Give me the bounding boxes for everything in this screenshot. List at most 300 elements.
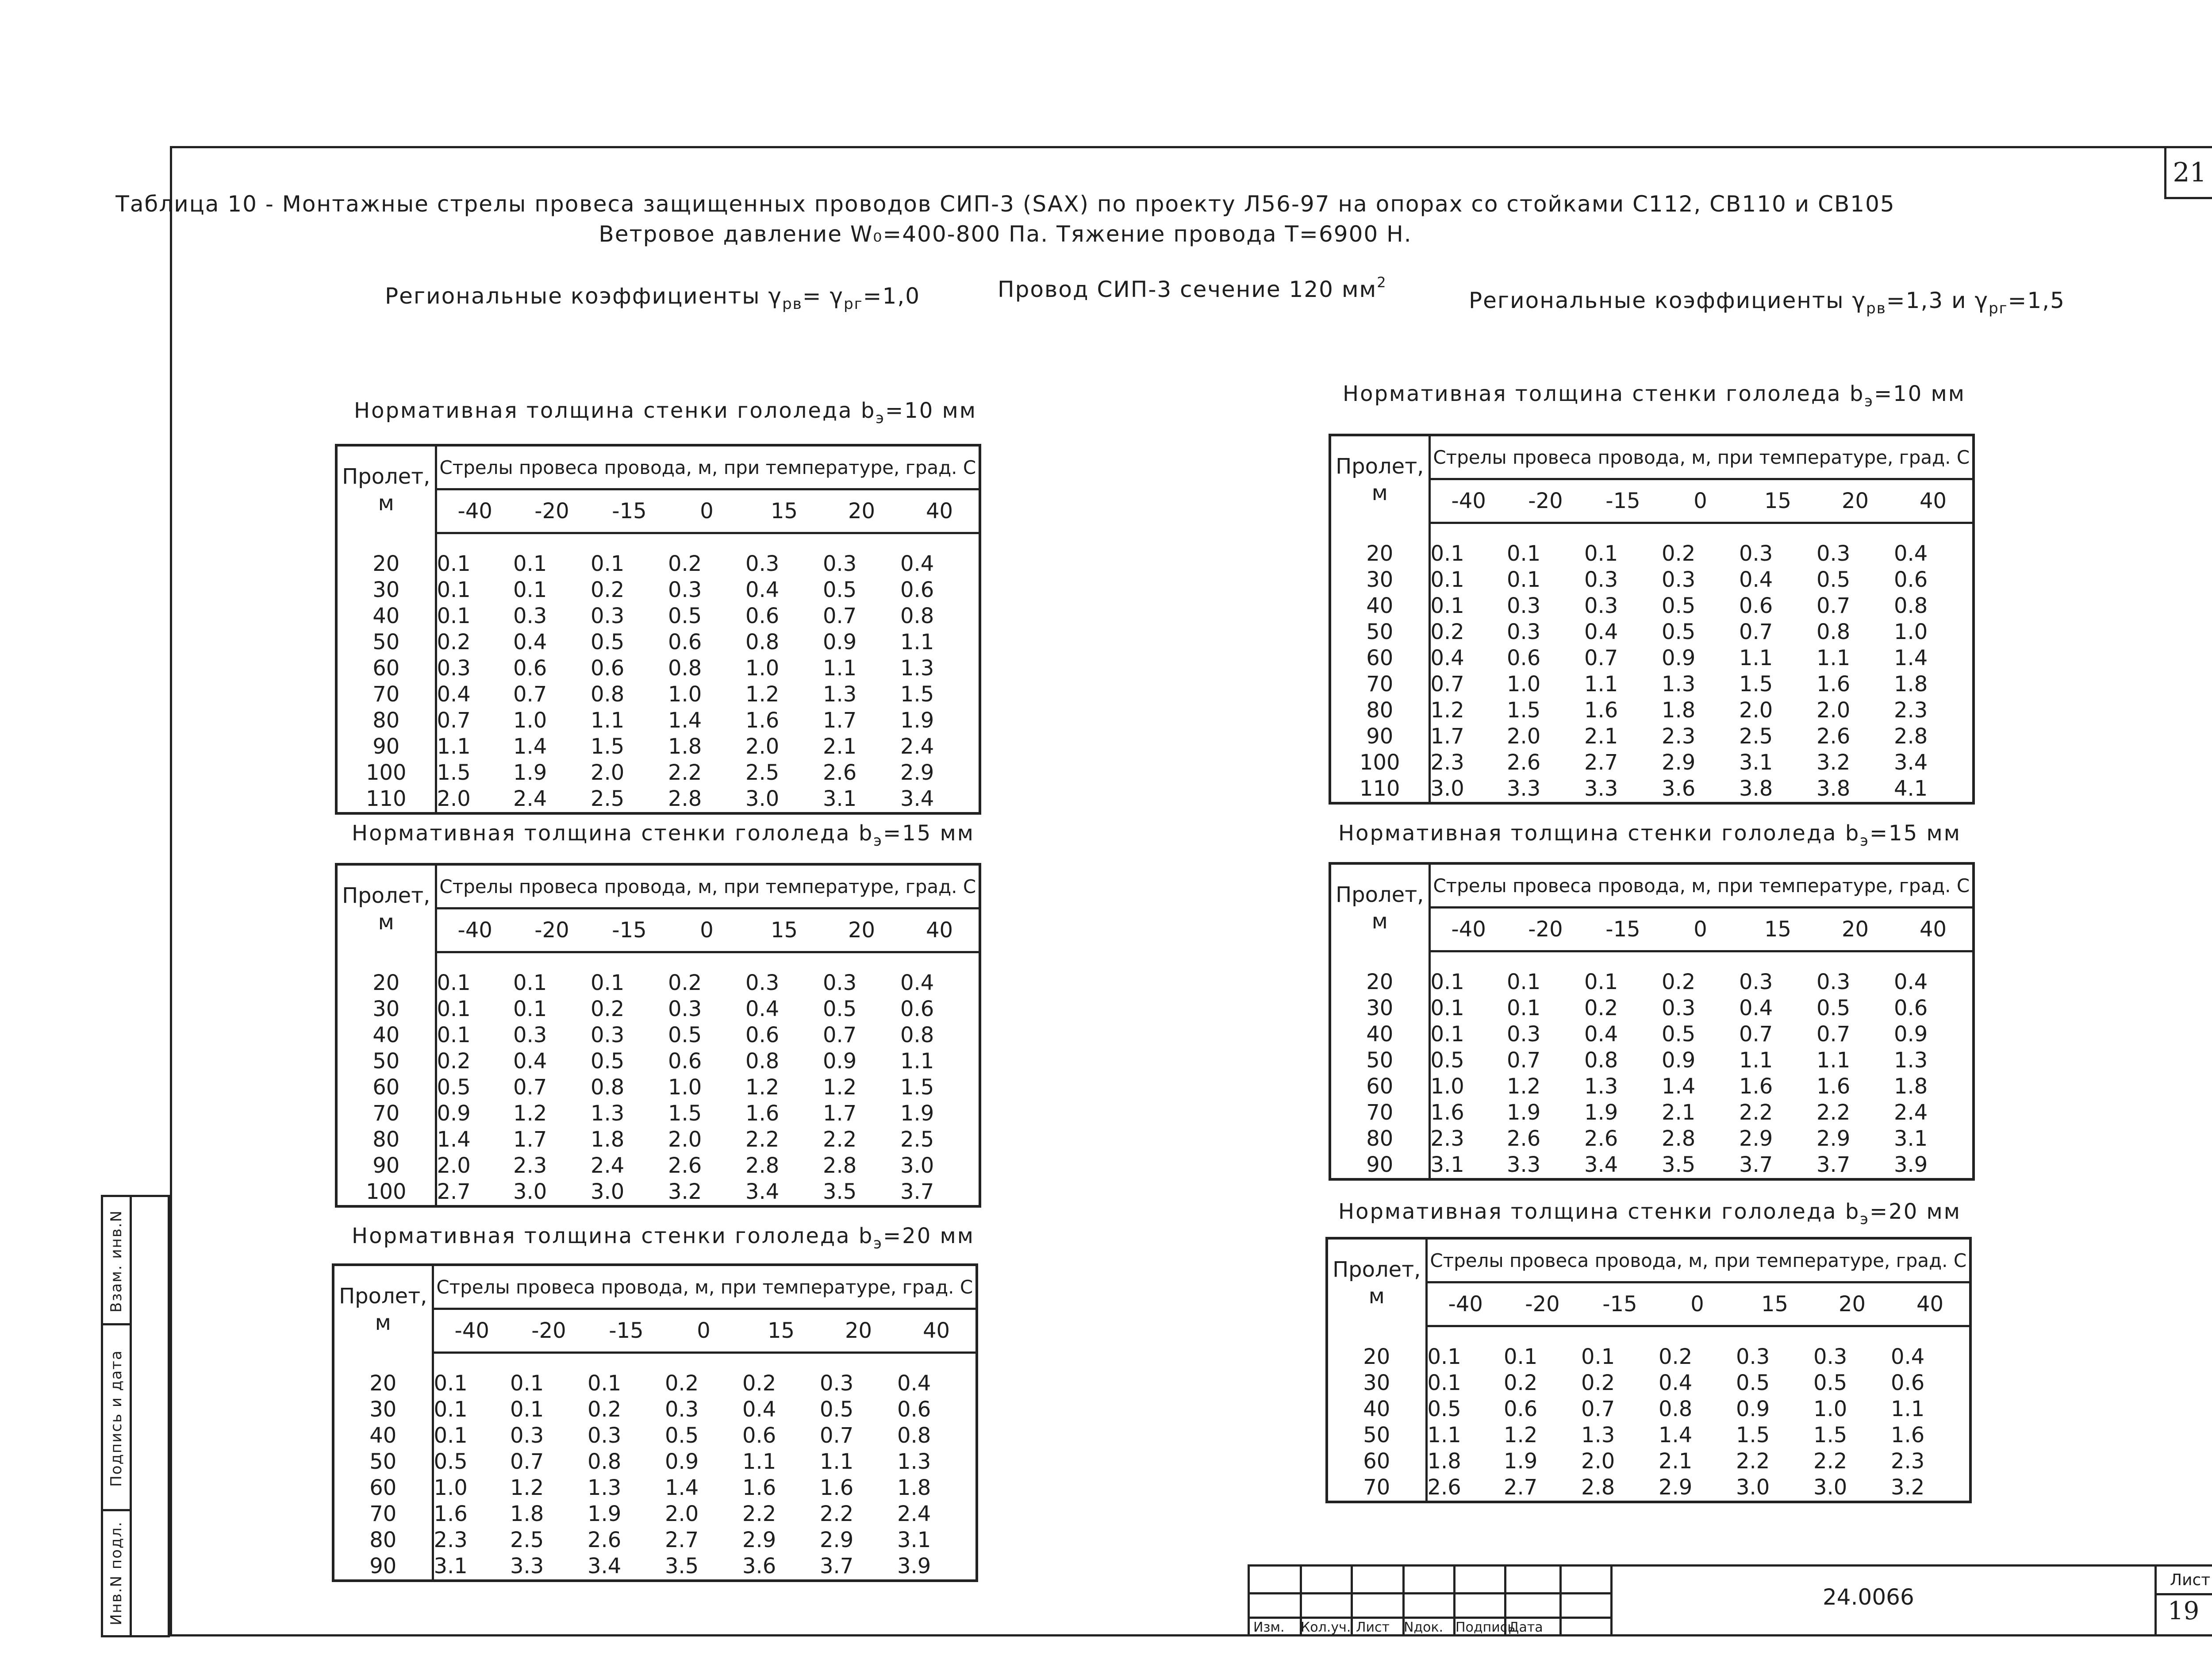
table-row [1327, 1475, 1970, 1502]
temperature-header: 20 [1816, 908, 1894, 951]
sag-value: 1.3 [591, 1101, 625, 1126]
sag-value: 3.0 [900, 1153, 934, 1178]
sag-value: 2.1 [1662, 1100, 1696, 1125]
table-row [1330, 697, 1974, 724]
sag-value: 3.0 [513, 1179, 547, 1204]
sag-value: 2.2 [1736, 1449, 1770, 1474]
sag-value: 2.2 [1816, 1100, 1851, 1125]
sag-value: 0.3 [668, 578, 702, 602]
sag-value: 0.6 [1891, 1371, 1925, 1395]
sag-value: 3.1 [897, 1528, 931, 1552]
sag-value: 2.1 [1659, 1449, 1693, 1474]
sag-value: 2.9 [820, 1528, 854, 1552]
sag-header: Стрелы провеса провода, м, при температуре, град. С [1429, 435, 1974, 479]
sag-value: 1.8 [897, 1475, 931, 1500]
sag-value: 0.2 [437, 630, 471, 655]
table-row [1327, 1344, 1970, 1370]
sag-table-right-10mm [1329, 434, 1975, 805]
table-row [336, 1153, 980, 1179]
temperature-header: -40 [433, 1309, 510, 1353]
sag-value: 2.9 [742, 1528, 776, 1552]
temperature-header: 0 [1662, 479, 1739, 523]
sag-value: 0.7 [1430, 672, 1464, 697]
sag-value: 2.3 [1894, 698, 1928, 723]
title-block [1248, 1564, 2212, 1636]
sag-value: 0.8 [900, 604, 934, 628]
sag-table-left-20mm [332, 1263, 978, 1582]
sag-value: 3.1 [1739, 750, 1773, 775]
sag-value: 0.1 [434, 1371, 468, 1396]
span-value: 30 [1327, 1370, 1426, 1396]
sag-value: 0.3 [1507, 593, 1541, 618]
sag-value: 0.3 [513, 1023, 547, 1047]
span-header-unit: м [378, 909, 394, 935]
caption-right-20: Нормативная толщина стенки гололеда $b_э=20$ мм [1338, 1199, 1961, 1228]
sag-value: 3.7 [1739, 1152, 1773, 1177]
sag-value: 0.7 [820, 1423, 854, 1448]
sag-value: 1.3 [823, 682, 857, 707]
table-row [333, 1449, 977, 1475]
sag-value: 3.2 [1816, 750, 1851, 775]
document-code: 24.0066 [1823, 1584, 1914, 1610]
sag-value: 0.8 [897, 1423, 931, 1448]
span-value: 50 [336, 629, 436, 655]
sag-value: 3.7 [1816, 1152, 1851, 1177]
temperature-header: -20 [1507, 479, 1584, 523]
tb-kolvo: Кол.уч. [1301, 1620, 1351, 1635]
table-row [1330, 567, 1974, 593]
sag-value: 0.8 [745, 630, 780, 655]
sag-value: 1.5 [591, 734, 625, 759]
sag-value: 1.1 [1816, 1048, 1851, 1073]
span-value: 30 [1330, 567, 1429, 593]
sag-value: 2.2 [745, 1127, 780, 1152]
sag-value: 1.6 [742, 1475, 776, 1500]
span-value: 100 [336, 1179, 436, 1206]
sheet-number: 19 [2168, 1597, 2200, 1625]
sag-value: 2.1 [823, 734, 857, 759]
side-stamp-strip [101, 1195, 170, 1637]
sag-value: 1.7 [1430, 724, 1464, 749]
table-row [336, 629, 980, 655]
sag-value: 0.6 [745, 1023, 780, 1047]
sag-value: 1.3 [1584, 1074, 1618, 1099]
sag-value: 0.1 [513, 970, 547, 995]
table-row [336, 551, 980, 577]
span-value: 70 [1330, 671, 1429, 697]
sag-value: 1.8 [1662, 698, 1696, 723]
sag-value: 0.8 [591, 682, 625, 707]
span-value: 30 [336, 577, 436, 603]
sag-value: 2.2 [668, 760, 702, 785]
table-row [336, 681, 980, 708]
sag-value: 0.8 [1659, 1397, 1693, 1421]
span-value: 80 [336, 1127, 436, 1153]
table-row [336, 1022, 980, 1048]
sag-value: 2.3 [513, 1153, 547, 1178]
sag-value: 1.6 [1816, 1074, 1851, 1099]
sag-value: 0.4 [745, 997, 780, 1021]
span-value: 40 [336, 1022, 436, 1048]
temperature-header: 15 [1739, 479, 1816, 523]
sag-value: 4.1 [1894, 776, 1928, 801]
caption-right-15: Нормативная толщина стенки гололеда $b_э=15$ мм [1338, 821, 1961, 850]
sag-value: 0.5 [665, 1423, 699, 1448]
sag-value: 0.2 [591, 578, 625, 602]
sag-value: 0.1 [591, 970, 625, 995]
sag-value: 0.2 [1430, 620, 1464, 644]
sag-value: 0.5 [1813, 1371, 1847, 1395]
sag-value: 2.6 [1507, 750, 1541, 775]
sag-value: 0.1 [588, 1371, 622, 1396]
table-row [336, 655, 980, 681]
temperature-header: -20 [1507, 908, 1584, 951]
sag-value: 0.3 [1507, 1022, 1541, 1047]
sag-value: 0.1 [513, 997, 547, 1021]
span-header [1330, 435, 1429, 523]
sag-value: 0.3 [823, 970, 857, 995]
sag-value: 0.2 [1584, 996, 1618, 1020]
sag-value: 3.4 [1584, 1152, 1618, 1177]
sag-value: 0.1 [1584, 970, 1618, 994]
span-header [1330, 863, 1429, 951]
sag-value: 0.5 [823, 997, 857, 1021]
sag-value: 2.8 [823, 1153, 857, 1178]
span-header-label: Пролет, [1333, 1257, 1421, 1282]
sag-value: 1.0 [513, 708, 547, 733]
sag-value: 1.8 [510, 1502, 544, 1526]
sag-value: 1.1 [820, 1449, 854, 1474]
sag-value: 2.7 [437, 1179, 471, 1204]
sag-value: 0.9 [1662, 646, 1696, 670]
page-title: Таблица 10 - Монтажные стрелы провеса защищенных проводов СИП-3 (SAX) по проекту Л56-97 на опорах со стойками С112, СВ110 и СВ105 [115, 191, 1895, 217]
temperature-header: -15 [591, 489, 668, 533]
sag-value: 2.5 [591, 786, 625, 811]
table-row [1330, 1100, 1974, 1126]
span-value: 20 [336, 970, 436, 996]
sag-value: 0.9 [1894, 1022, 1928, 1047]
sag-value: 3.5 [823, 1179, 857, 1204]
sag-value: 1.1 [900, 1049, 934, 1074]
sag-value: 0.1 [1430, 541, 1464, 566]
span-header [336, 864, 436, 952]
sag-value: 0.4 [1739, 996, 1773, 1020]
sag-value: 1.9 [900, 708, 934, 733]
table-row [1330, 645, 1974, 671]
sag-value: 1.1 [742, 1449, 776, 1474]
sag-table-right-20mm [1325, 1237, 1972, 1503]
sag-value: 0.3 [1507, 620, 1541, 644]
sag-value: 0.7 [823, 1023, 857, 1047]
span-value: 110 [1330, 776, 1429, 803]
sag-value: 1.5 [1507, 698, 1541, 723]
sag-value: 3.4 [745, 1179, 780, 1204]
span-value: 20 [333, 1371, 433, 1397]
sag-value: 0.5 [1816, 996, 1851, 1020]
span-header-label: Пролет, [342, 883, 430, 908]
sag-value: 2.8 [668, 786, 702, 811]
table-row [1330, 671, 1974, 697]
sag-value: 3.8 [1816, 776, 1851, 801]
sag-value: 0.4 [513, 630, 547, 655]
table-row [333, 1553, 977, 1581]
sag-value: 3.0 [591, 1179, 625, 1204]
table-row [1330, 1047, 1974, 1074]
sag-value: 3.5 [665, 1554, 699, 1579]
caption-left-10: Нормативная толщина стенки гололеда $b_э=10$ мм [354, 398, 977, 427]
table-row [336, 1074, 980, 1101]
sag-value: 0.2 [588, 1397, 622, 1422]
table-row [1330, 619, 1974, 645]
sag-value: 2.0 [1507, 724, 1541, 749]
tb-data: Дата [1509, 1620, 1543, 1635]
sag-value: 1.9 [1507, 1100, 1541, 1125]
sag-value: 2.5 [745, 760, 780, 785]
sag-value: 3.1 [1894, 1126, 1928, 1151]
temperature-header: -15 [1581, 1282, 1659, 1326]
sag-value: 0.8 [591, 1075, 625, 1100]
sag-value: 1.5 [1813, 1423, 1847, 1448]
temperature-header: -20 [1504, 1282, 1581, 1326]
sag-value: 1.4 [437, 1127, 471, 1152]
sag-value: 1.8 [1894, 1074, 1928, 1099]
sag-value: 1.1 [1739, 1048, 1773, 1073]
span-value: 60 [1330, 1074, 1429, 1100]
sag-value: 2.5 [1739, 724, 1773, 749]
sag-value: 0.7 [823, 604, 857, 628]
sag-value: 2.3 [1430, 1126, 1464, 1151]
sag-value: 0.7 [1739, 620, 1773, 644]
sag-value: 2.4 [897, 1502, 931, 1526]
sag-value: 0.3 [513, 604, 547, 628]
sag-value: 0.9 [823, 1049, 857, 1074]
span-value: 90 [1330, 724, 1429, 750]
temperature-header: 40 [1894, 479, 1974, 523]
temperature-header: -15 [1584, 908, 1662, 951]
sag-value: 0.1 [437, 997, 471, 1021]
sag-value: 1.6 [745, 708, 780, 733]
sag-value: 1.3 [1662, 672, 1696, 697]
span-value: 70 [333, 1501, 433, 1527]
sag-value: 1.3 [897, 1449, 931, 1474]
sag-value: 1.3 [1894, 1048, 1928, 1073]
sag-value: 0.1 [1430, 996, 1464, 1020]
sag-value: 0.4 [745, 578, 780, 602]
sag-value: 1.1 [1584, 672, 1618, 697]
table-row [1330, 541, 1974, 567]
temperature-header: 15 [745, 489, 823, 533]
sag-value: 1.3 [900, 656, 934, 681]
table-row [336, 1048, 980, 1074]
sag-value: 0.1 [434, 1397, 468, 1422]
sag-value: 1.7 [823, 1101, 857, 1126]
sag-value: 0.1 [1430, 593, 1464, 618]
sag-value: 2.6 [668, 1153, 702, 1178]
sag-value: 1.5 [1736, 1423, 1770, 1448]
temperature-header: 15 [1736, 1282, 1813, 1326]
sag-value: 1.2 [745, 1075, 780, 1100]
sag-value: 0.4 [1659, 1371, 1693, 1395]
sag-value: 1.3 [1581, 1423, 1615, 1448]
temperature-header: -40 [1426, 1282, 1504, 1326]
sag-value: 0.8 [1584, 1048, 1618, 1073]
sag-value: 0.3 [668, 997, 702, 1021]
sag-value: 0.7 [510, 1449, 544, 1474]
sag-value: 2.9 [1662, 750, 1696, 775]
sag-value: 0.8 [668, 656, 702, 681]
table-row [1330, 1152, 1974, 1179]
sag-value: 1.1 [1427, 1423, 1461, 1448]
sag-value: 2.0 [1581, 1449, 1615, 1474]
sag-value: 0.3 [1739, 970, 1773, 994]
sag-value: 0.1 [1584, 541, 1618, 566]
sag-value: 0.4 [1891, 1344, 1925, 1369]
sag-value: 0.3 [1662, 996, 1696, 1020]
span-value: 20 [1330, 541, 1429, 567]
sag-value: 0.9 [437, 1101, 471, 1126]
sag-value: 3.2 [1891, 1475, 1925, 1500]
sag-value: 3.0 [1430, 776, 1464, 801]
caption-right-10: Нормативная толщина стенки гололеда $b_э=10$ мм [1343, 381, 1966, 410]
sag-value: 0.6 [745, 604, 780, 628]
sag-value: 1.1 [900, 630, 934, 655]
span-value: 30 [336, 996, 436, 1022]
temperature-header: 15 [742, 1309, 820, 1353]
table-row [336, 786, 980, 813]
sag-value: 0.7 [513, 682, 547, 707]
temperature-header: -15 [591, 909, 668, 952]
sag-value: 1.8 [591, 1127, 625, 1152]
sag-value: 1.9 [1504, 1449, 1538, 1474]
span-value: 60 [333, 1475, 433, 1501]
table-row [333, 1423, 977, 1449]
sag-value: 2.5 [900, 1127, 934, 1152]
sag-value: 0.6 [668, 1049, 702, 1074]
table-row [1330, 1126, 1974, 1152]
span-value: 50 [1330, 1047, 1429, 1074]
span-value: 80 [333, 1527, 433, 1553]
sag-value: 0.1 [1507, 970, 1541, 994]
sag-value: 0.1 [1581, 1344, 1615, 1369]
sag-value: 0.2 [668, 551, 702, 576]
sag-value: 0.5 [1662, 593, 1696, 618]
sag-value: 0.7 [437, 708, 471, 733]
sag-value: 0.7 [1739, 1022, 1773, 1047]
sag-value: 1.5 [900, 682, 934, 707]
table-row [1330, 1074, 1974, 1100]
sag-value: 1.0 [434, 1475, 468, 1500]
sag-value: 1.8 [1894, 672, 1928, 697]
table-row [1327, 1448, 1970, 1475]
span-header-unit: м [378, 490, 394, 516]
temperature-header: -40 [436, 489, 513, 533]
left-coefficients: Региональные коэффициенты $\gamma_{рв}= \gamma_{рг}=1,0$ [385, 283, 921, 313]
table-row [336, 734, 980, 760]
sag-value: 0.4 [900, 551, 934, 576]
sag-value: 0.3 [591, 1023, 625, 1047]
sag-value: 1.9 [513, 760, 547, 785]
sag-value: 0.9 [823, 630, 857, 655]
sag-value: 3.8 [1739, 776, 1773, 801]
sag-value: 2.9 [1739, 1126, 1773, 1151]
sag-value: 2.4 [591, 1153, 625, 1178]
sag-value: 2.6 [823, 760, 857, 785]
sag-value: 1.4 [1662, 1074, 1696, 1099]
sag-value: 2.7 [1584, 750, 1618, 775]
sag-table-left-15mm [335, 863, 981, 1208]
sag-value: 0.4 [1739, 567, 1773, 592]
sag-value: 0.4 [1584, 620, 1618, 644]
sag-value: 0.5 [591, 630, 625, 655]
right-coefficients: Региональные коэффициенты $\gamma_{рв}=1,3$ и $\gamma_{рг}=1,5$ [1469, 288, 2065, 317]
sag-table-left-10mm [335, 444, 981, 815]
sag-value: 1.9 [588, 1502, 622, 1526]
sag-value: 0.3 [745, 551, 780, 576]
sag-value: 0.8 [588, 1449, 622, 1474]
table-row [1330, 995, 1974, 1021]
temperature-header: -40 [1429, 908, 1507, 951]
span-value: 70 [1330, 1100, 1429, 1126]
table-row [1330, 750, 1974, 776]
span-value: 60 [336, 655, 436, 681]
span-value: 80 [336, 708, 436, 734]
sag-value: 0.1 [1430, 567, 1464, 592]
sag-value: 0.1 [437, 970, 471, 995]
sag-value: 1.1 [437, 734, 471, 759]
span-value: 60 [1330, 645, 1429, 671]
sag-value: 0.1 [437, 1023, 471, 1047]
table-row [1330, 724, 1974, 750]
sag-value: 0.5 [1427, 1397, 1461, 1421]
sag-value: 0.1 [1427, 1344, 1461, 1369]
sag-value: 2.9 [900, 760, 934, 785]
sag-value: 1.5 [668, 1101, 702, 1126]
sag-value: 0.4 [1894, 541, 1928, 566]
span-value: 20 [336, 551, 436, 577]
sag-value: 0.5 [437, 1075, 471, 1100]
span-header [336, 445, 436, 533]
sag-value: 1.1 [1816, 646, 1851, 670]
sag-value: 0.3 [1584, 593, 1618, 618]
sag-value: 0.7 [513, 1075, 547, 1100]
sag-value: 0.1 [1504, 1344, 1538, 1369]
sag-value: 1.4 [1659, 1423, 1693, 1448]
table-row [336, 760, 980, 786]
sag-value: 1.0 [745, 656, 780, 681]
temperature-header: 20 [1816, 479, 1894, 523]
caption-left-20: Нормативная толщина стенки гололеда $b_э=20$ мм [352, 1224, 975, 1252]
sag-value: 0.1 [1427, 1371, 1461, 1395]
sag-value: 0.7 [1584, 646, 1618, 670]
sag-value: 3.6 [1662, 776, 1696, 801]
table-row [1330, 1021, 1974, 1047]
sag-value: 0.5 [1736, 1371, 1770, 1395]
sag-value: 1.2 [745, 682, 780, 707]
sag-value: 0.6 [1894, 996, 1928, 1020]
span-value: 90 [336, 1153, 436, 1179]
sag-value: 0.1 [1430, 1022, 1464, 1047]
temperature-header: 40 [897, 1309, 977, 1353]
sag-value: 1.4 [513, 734, 547, 759]
sag-value: 0.8 [1894, 593, 1928, 618]
sag-value: 3.0 [1813, 1475, 1847, 1500]
table-row [336, 1101, 980, 1127]
table-row [336, 996, 980, 1022]
table-row [1327, 1396, 1970, 1422]
span-header-unit: м [375, 1310, 391, 1335]
sag-value: 3.1 [434, 1554, 468, 1579]
span-header [333, 1265, 433, 1353]
